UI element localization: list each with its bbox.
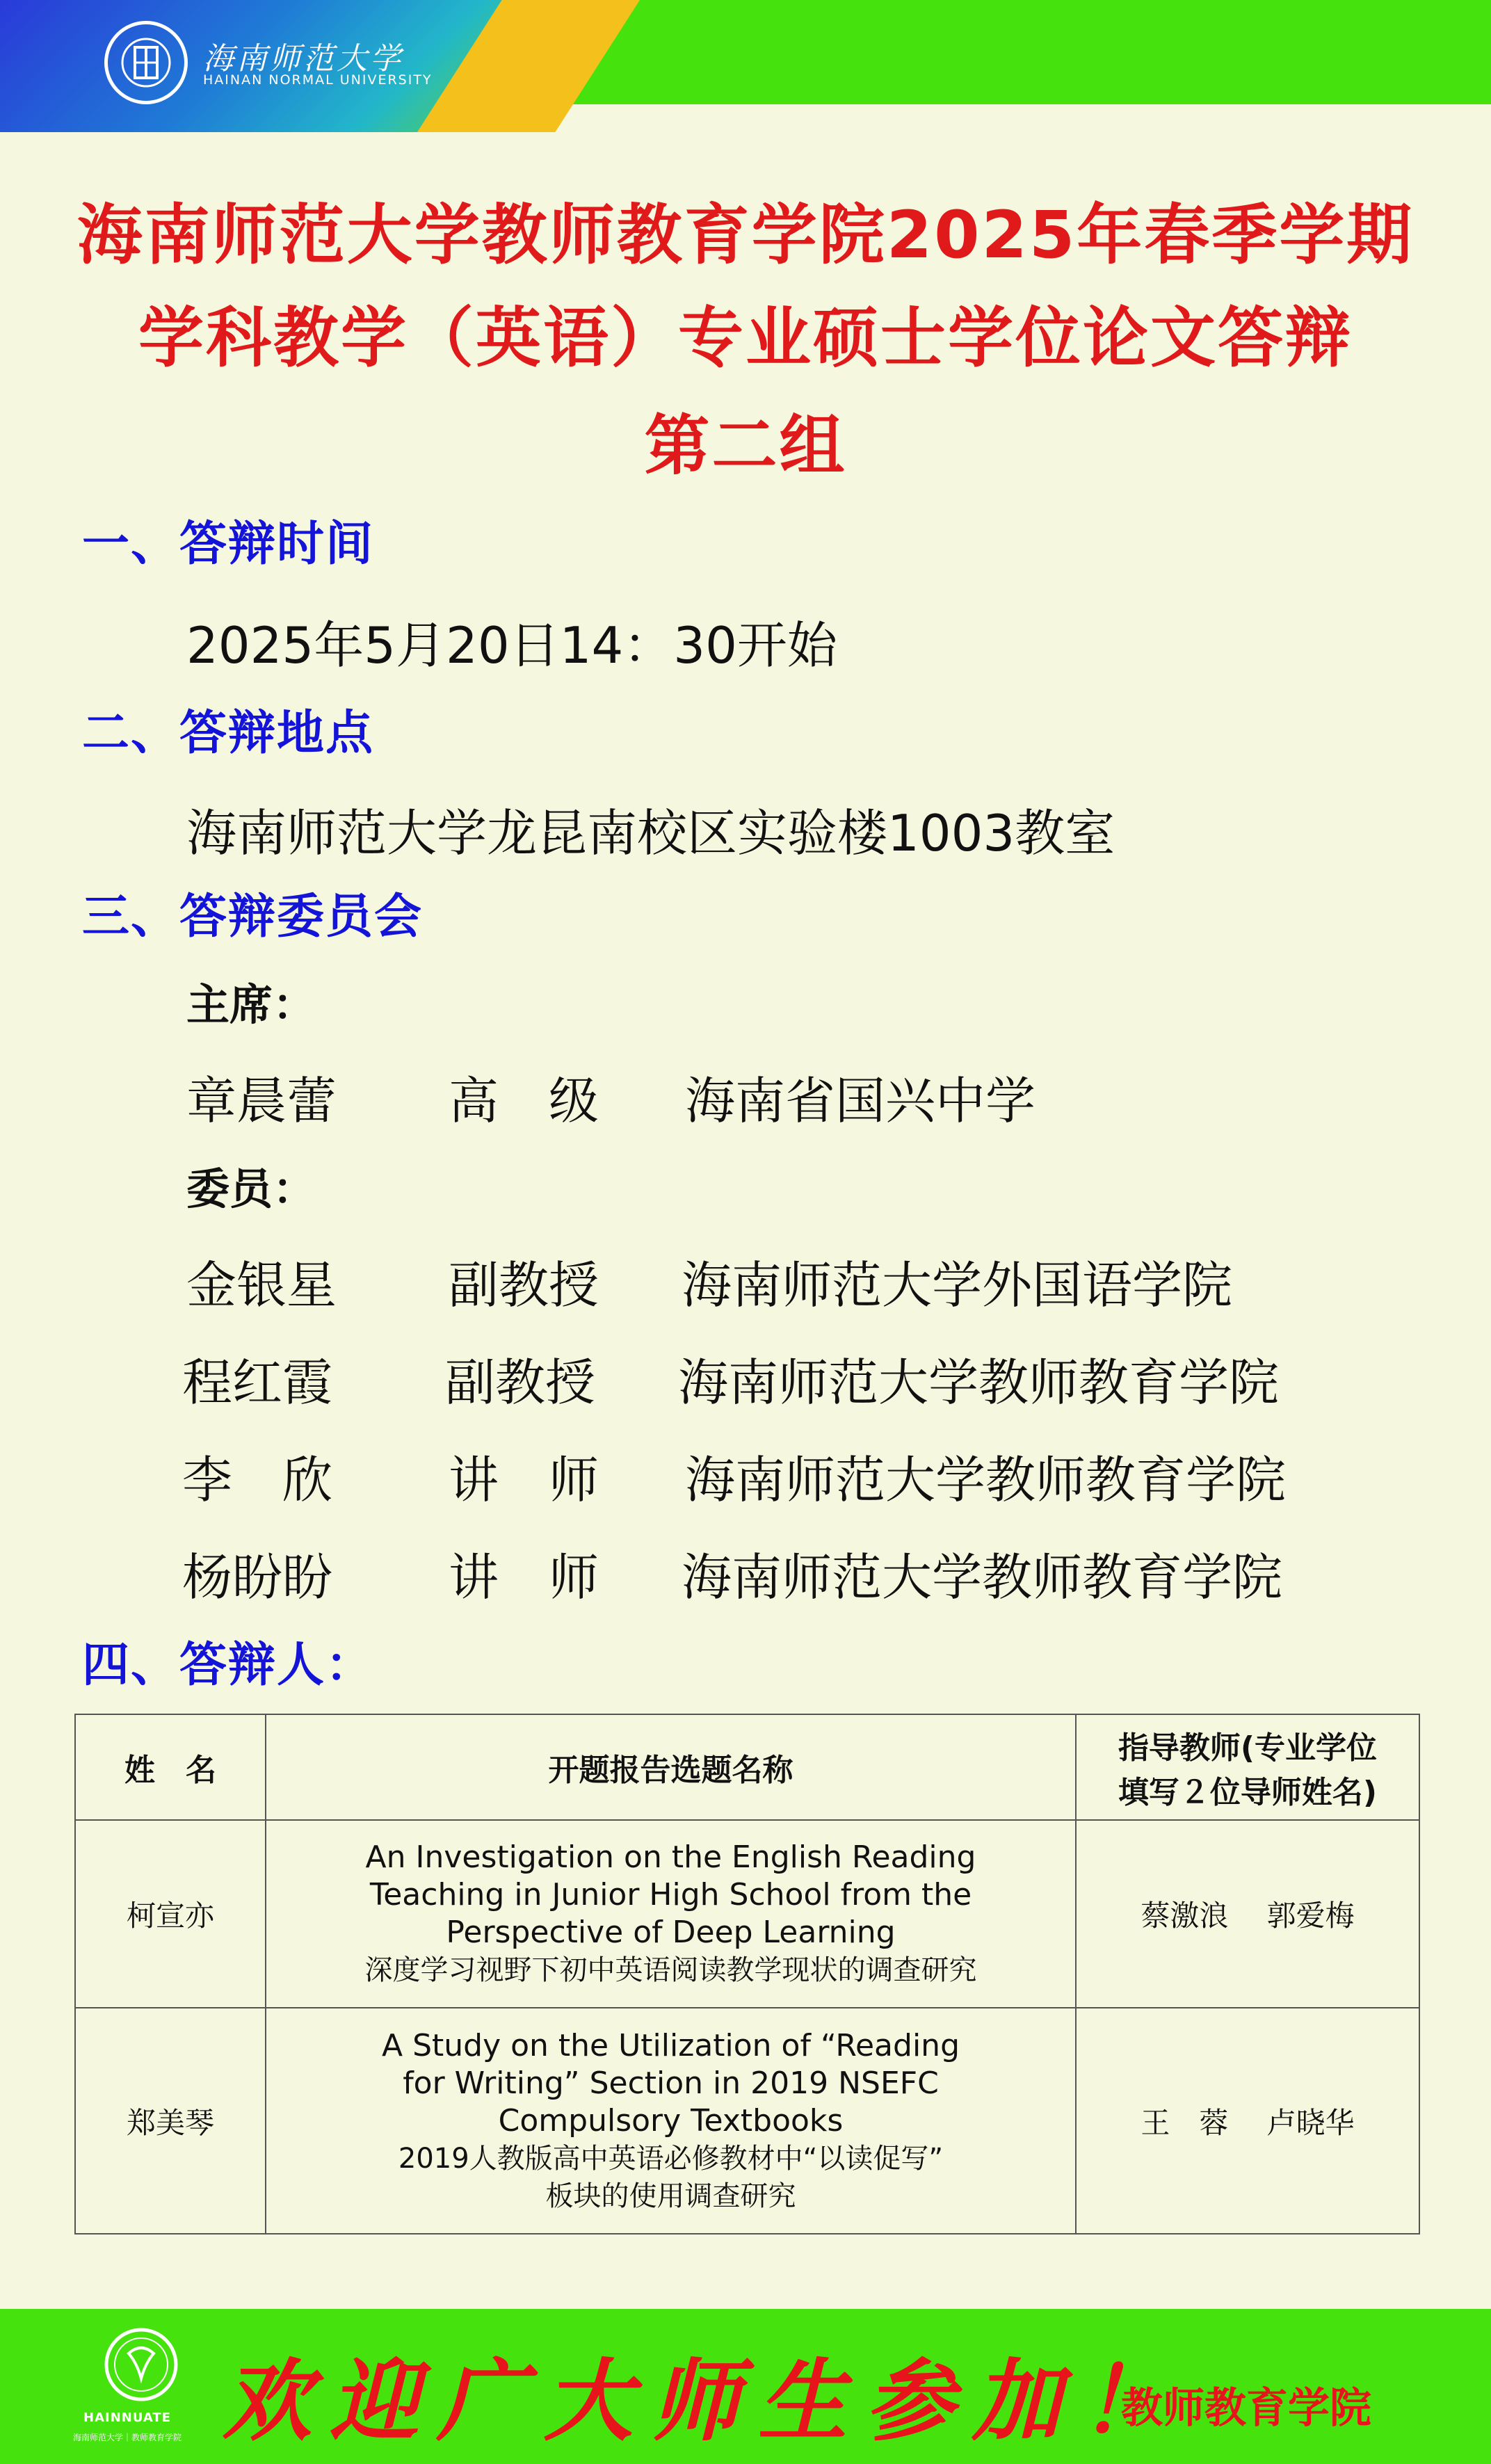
time-heading: 一、答辩时间 xyxy=(82,517,375,572)
member-org: 海南师范大学教师教育学院 xyxy=(682,1548,1283,1607)
topic-en-line: for Writing” Section in 2019 NSEFC xyxy=(403,2065,939,2101)
defenders-heading: 四、答辩人： xyxy=(82,1638,375,1693)
defenders-table xyxy=(74,1714,1420,2234)
university-name-cn: 海南师范大学 xyxy=(203,41,403,77)
chair-org: 海南省国兴中学 xyxy=(685,1072,1036,1130)
college-logo xyxy=(61,2323,235,2462)
advisors: 蔡激浪 郭爱梅 xyxy=(1076,1820,1419,2008)
advisors: 王 蓉 卢晓华 xyxy=(1076,2008,1419,2234)
defender-name: 柯宣亦 xyxy=(75,1820,266,2008)
table-row xyxy=(75,1820,1419,2008)
college-logo-icon xyxy=(99,2323,183,2406)
member-org: 海南师范大学教师教育学院 xyxy=(685,1451,1287,1509)
table-row xyxy=(75,2008,1419,2234)
chair-label: 主席： xyxy=(186,979,316,1030)
committee-heading: 三、答辩委员会 xyxy=(82,889,424,944)
member-name: 李 欣 xyxy=(182,1451,333,1509)
topic-en-line: Teaching in Junior High School from the xyxy=(369,1877,972,1913)
header-topic: 开题报告选题名称 xyxy=(266,1714,1076,1820)
member-title: 副教授 xyxy=(449,1256,599,1314)
member-name: 杨盼盼 xyxy=(182,1548,333,1607)
topic-cn-line: 2019人教版高中英语必修教材中“以读促写” xyxy=(398,2142,944,2175)
member-org: 海南师范大学外国语学院 xyxy=(682,1256,1233,1314)
topic-cn-line: 板块的使用调查研究 xyxy=(545,2180,796,2212)
defender-topic xyxy=(266,2008,1076,2234)
defender-topic xyxy=(266,1820,1076,2008)
title-line-3: 第二组 xyxy=(644,408,847,484)
topic-cn-line: 深度学习视野下初中英语阅读教学现状的调查研究 xyxy=(364,1954,977,1986)
chair-title: 高 级 xyxy=(449,1072,599,1130)
college-logo-subtext: 海南师范大学｜教师教育学院 xyxy=(72,2433,182,2442)
title-line-1: 海南师范大学教师教育学院2025年春季学期 xyxy=(76,198,1415,273)
college-logo-text: HAINNUATE xyxy=(83,2410,171,2425)
member-title: 讲 师 xyxy=(449,1548,599,1607)
footer-org: 教师教育学院 xyxy=(1121,2384,1371,2433)
member-title: 副教授 xyxy=(445,1353,596,1412)
member-name: 程红霞 xyxy=(182,1353,333,1412)
topic-en-line: Compulsory Textbooks xyxy=(498,2102,844,2139)
header-name: 姓 名 xyxy=(75,1714,266,1820)
header-advisor-line-1: 指导教师(专业学位 xyxy=(1118,1730,1378,1766)
topic-en-line: Perspective of Deep Learning xyxy=(446,1915,896,1950)
title-line-2: 学科教学（英语）专业硕士学位论文答辩 xyxy=(138,300,1353,376)
place-value: 海南师范大学龙昆南校区实验楼1003教室 xyxy=(186,804,1115,862)
member-org: 海南师范大学教师教育学院 xyxy=(678,1353,1280,1412)
topic-en-line: A Study on the Utilization of “Reading xyxy=(382,2027,960,2063)
welcome-slogan: 欢迎广大师生参加！ xyxy=(223,2349,1187,2454)
topic-en-line: An Investigation on the English Reading xyxy=(365,1839,976,1875)
header-advisor-line-2: 填写２位导师姓名) xyxy=(1118,1775,1378,1810)
place-heading: 二、答辩地点 xyxy=(82,706,375,761)
table-header-row xyxy=(75,1714,1419,1820)
member-label: 委员： xyxy=(186,1163,316,1214)
member-title: 讲 师 xyxy=(449,1451,599,1509)
time-value: 2025年5月20日14：30开始 xyxy=(186,616,837,675)
university-logo-icon xyxy=(104,21,188,104)
university-name-en: HAINAN NORMAL UNIVERSITY xyxy=(203,72,433,88)
chair-name: 章晨蕾 xyxy=(186,1072,337,1130)
header-advisor xyxy=(1076,1714,1419,1820)
defender-name: 郑美琴 xyxy=(75,2008,266,2234)
member-name: 金银星 xyxy=(186,1256,337,1314)
